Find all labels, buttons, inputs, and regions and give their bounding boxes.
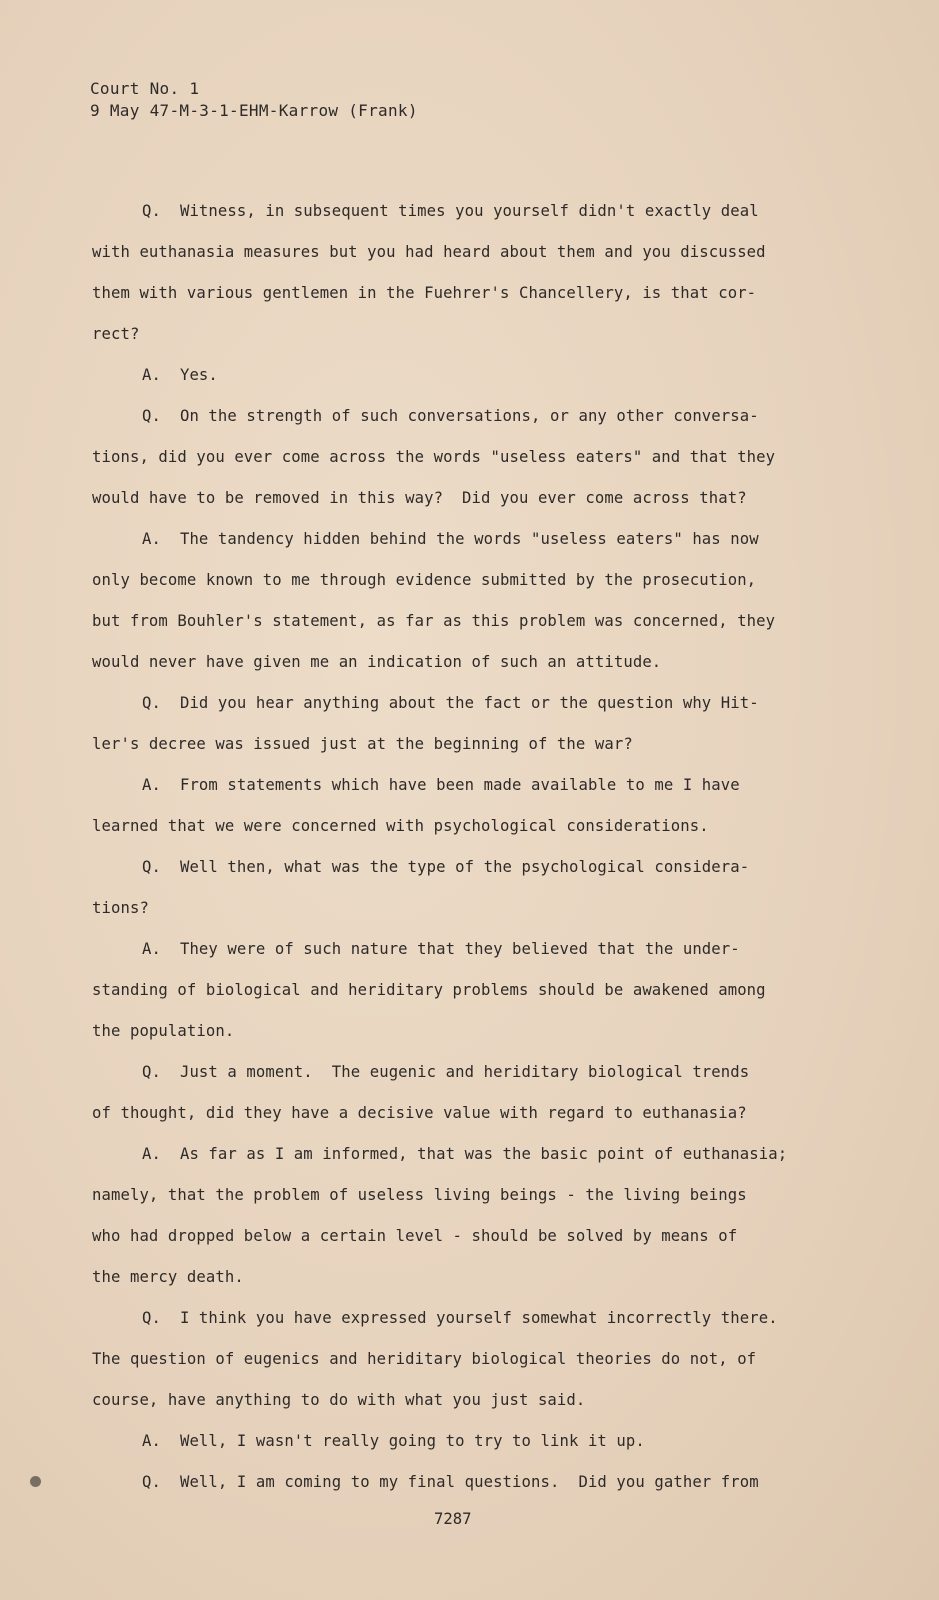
court-number: Court No. 1 [90, 79, 200, 98]
transcript-line: Q. On the strength of such conversations, or any other conversa- [142, 407, 759, 425]
transcript-line: A. They were of such nature that they believed that the under- [142, 940, 740, 958]
transcript-line: Q. Just a moment. The eugenic and heriditary biological trends [142, 1063, 750, 1081]
transcript-line: rect? [92, 325, 140, 343]
transcript-line: of thought, did they have a decisive value with regard to euthanasia? [92, 1104, 747, 1122]
transcript-line: Q. Well then, what was the type of the psychological considera- [142, 858, 750, 876]
transcript-line: them with various gentlemen in the Fuehrer's Chancellery, is that cor- [92, 284, 757, 302]
transcript-line: tions? [92, 899, 149, 917]
ink-spot [30, 1476, 41, 1487]
transcript-line: namely, that the problem of useless living beings - the living beings [92, 1186, 747, 1204]
transcript-line: with euthanasia measures but you had heard about them and you discussed [92, 243, 766, 261]
transcript-line: who had dropped below a certain level - should be solved by means of [92, 1227, 738, 1245]
transcript-line: would never have given me an indication of such an attitude. [92, 653, 662, 671]
transcript-line: ler's decree was issued just at the beginning of the war? [92, 735, 633, 753]
transcript-line: Q. Witness, in subsequent times you yourself didn't exactly deal [142, 202, 759, 220]
transcript-line: A. As far as I am informed, that was the basic point of euthanasia; [142, 1145, 788, 1163]
transcript-line: but from Bouhler's statement, as far as this problem was concerned, they [92, 612, 776, 630]
transcript-line: learned that we were concerned with psychological considerations. [92, 817, 709, 835]
transcript-line: tions, did you ever come across the words "useless eaters" and that they [92, 448, 776, 466]
transcript-line: would have to be removed in this way? Did you ever come across that? [92, 489, 747, 507]
page-number: 7287 [434, 1510, 472, 1528]
transcript-line: standing of biological and heriditary problems should be awakened among [92, 981, 766, 999]
transcript-line: course, have anything to do with what you just said. [92, 1391, 586, 1409]
transcript-line: A. Yes. [142, 366, 218, 384]
transcript-line: only become known to me through evidence submitted by the prosecution, [92, 571, 757, 589]
transcript-line: A. From statements which have been made available to me I have [142, 776, 740, 794]
session-reference: 9 May 47-M-3-1-EHM-Karrow (Frank) [90, 101, 418, 120]
transcript-line: the population. [92, 1022, 235, 1040]
document-header [90, 78, 418, 122]
transcript-body [92, 200, 832, 1512]
transcript-line: A. The tandency hidden behind the words "useless eaters" has now [142, 530, 759, 548]
transcript-line: Q. I think you have expressed yourself somewhat incorrectly there. [142, 1309, 778, 1327]
transcript-line: A. Well, I wasn't really going to try to link it up. [142, 1432, 645, 1450]
transcript-line: Q. Did you hear anything about the fact or the question why Hit- [142, 694, 759, 712]
transcript-line: Q. Well, I am coming to my final questions. Did you gather from [142, 1473, 759, 1491]
transcript-line: The question of eugenics and heriditary biological theories do not, of [92, 1350, 757, 1368]
transcript-line: the mercy death. [92, 1268, 244, 1286]
